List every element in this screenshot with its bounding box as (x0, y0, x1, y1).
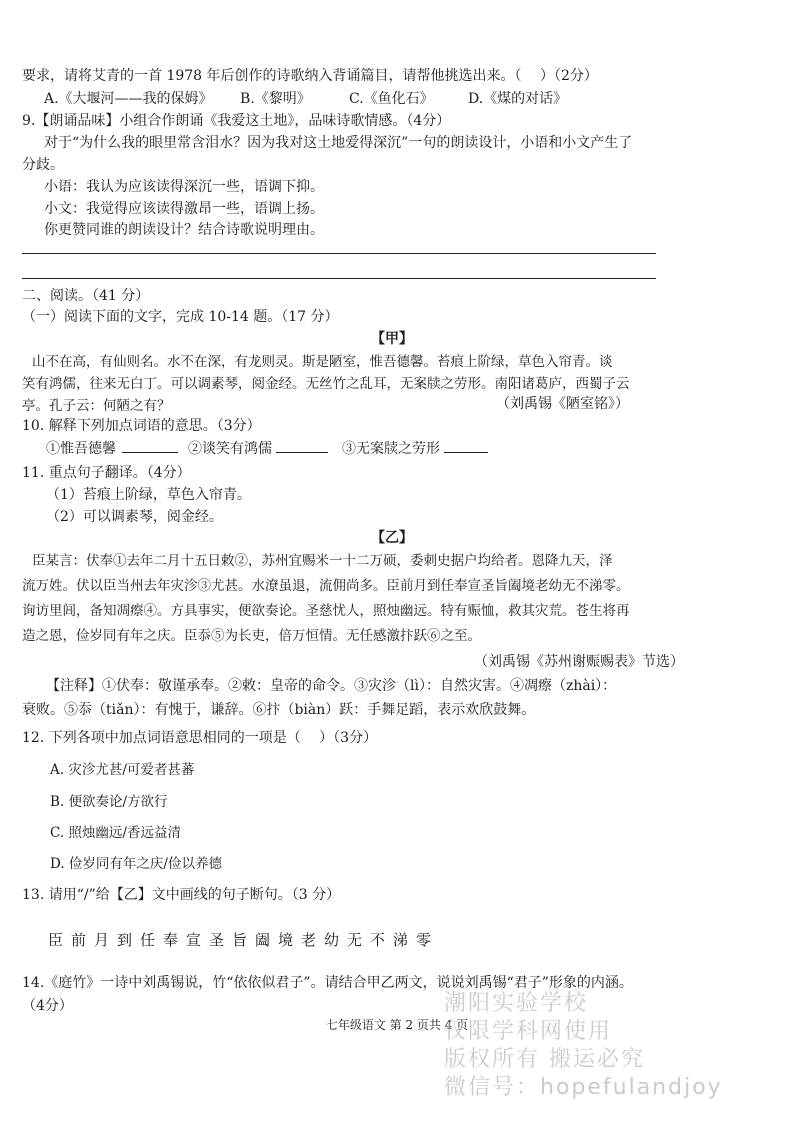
answer-line (22, 253, 656, 254)
q8-option-d: D.《煤的对话》 (468, 91, 568, 107)
q9-ask: 你更赞同谁的朗读设计？结合诗歌说明理由。 (44, 222, 324, 238)
q8-option-a: A.《大堰河——我的保姆》 (44, 91, 213, 107)
passage-yi-line: 流万姓。伏以臣当州去年灾沴③尤甚。水潦虽退，流佣尚多。臣前月到任奉宣圣旨阖境老幼无不涕零。 (22, 578, 630, 594)
passage-yi-line: 询访里闾，备知凋瘵④。方具事实，便欲奏论。圣慈忧人，照烛幽远。特有赈恤，救其灾荒。苍生将再 (22, 603, 630, 619)
passage-yi-line: 臣某言：伏奉①去年二月十五日敕②，苏州宜赐米一十二万硕，委刺史据户均给者。恩降九天，泽 (32, 553, 613, 569)
q13-stem: 13. 请用“/”给【乙】文中画线的句子断句。（3 分） (22, 887, 341, 903)
page-footer: 七年级语文 第 2 页共 4 页 (325, 1018, 469, 1032)
passage-yi-title: 【乙】 (371, 530, 413, 546)
q10-stem: 10. 解释下列加点词语的意思。（3分） (22, 418, 261, 434)
q12-option-d: D. 俭岁同有年之庆/俭以养德 (50, 856, 222, 872)
q8-option-b: B.《黎明》 (240, 91, 311, 107)
q8-option-c: C.《鱼化石》 (349, 91, 434, 107)
q13-sentence: 臣前月到任奉宣圣旨阖境老幼无不涕零 (48, 931, 440, 949)
passage-jia-line: 笑有鸿儒，往来无白丁。可以调素琴，阅金经。无丝竹之乱耳，无案牍之劳形。南阳诸葛庐，西蜀子云 (22, 376, 630, 392)
q11-item-2: （2）可以调素琴，阅金经。 (46, 509, 223, 525)
q9-xiaoyu: 小语：我认为应该读得深沉一些，语调下抑。 (44, 179, 324, 195)
section2-heading: 二、阅读。（41 分） (22, 288, 150, 304)
q9-line2: 分歧。 (22, 157, 64, 173)
q10-item-2: ②谈笑有鸿儒 (188, 438, 328, 459)
q14-line2: （4分） (22, 998, 73, 1014)
answer-line (22, 278, 656, 279)
passage-yi-source: （刘禹锡《苏州谢赈赐表》节选） (474, 654, 684, 670)
passage-yi-line: 造之恩，俭岁同有年之庆。臣忝⑤为长吏，倍万恒情。无任感激抃跃⑥之至。 (22, 628, 481, 644)
q14-line1: 14.《庭竹》一诗中刘禹锡说，竹“依依似君子”。请结合甲乙两文，说说刘禹锡“君子”形象的内涵。 (22, 975, 633, 991)
passage-jia-source: （刘禹锡《陋室铭》） (496, 396, 629, 412)
q12-option-b: B. 便欲奏论/方欲行 (50, 794, 168, 810)
passage-jia-line: 山不在高，有仙则名。水不在深，有龙则灵。斯是陋室，惟吾德馨。苔痕上阶绿，草色入帘青。谈 (32, 354, 613, 370)
watermark-line: 潮阳实验学校 (444, 991, 589, 1016)
q9-xiaowen: 小文：我觉得应该读得激昂一些，语调上扬。 (44, 201, 324, 217)
q10-item-1: ①惟吾德馨 (46, 438, 178, 459)
q10-item-3: ③无案牍之劳形 (342, 438, 488, 459)
q11-item-1: （1）苔痕上阶绿，草色入帘青。 (46, 487, 251, 503)
q8-stem: 要求，请将艾青的一首 1978 年后创作的诗歌纳入背诵篇目，请帮他挑选出来。（ ）（2分） (22, 68, 598, 84)
watermark-line: 版权所有 搬运必究 (444, 1047, 645, 1072)
notes-line1: 【注释】①伏奉：敬谨承奉。②敕：皇帝的命令。③灾沴（lì）：自然灾害。④凋瘵（zhài）： (46, 678, 617, 694)
q9-line1: 对于“为什么我的眼里常含泪水？因为我对这土地爱得深沉”一句的朗读设计，小语和小文产生了 (44, 135, 633, 151)
q9-stem: 9.【朗诵品味】小组合作朗诵《我爱这土地》，品味诗歌情感。（4分） (22, 113, 451, 129)
passage-jia-title: 【甲】 (371, 331, 413, 347)
watermark-line: 仅限学科网使用 (444, 1019, 613, 1044)
watermark-line: 微信号：hopefulandjoy (444, 1075, 723, 1100)
q12-option-a: A. 灾沴尤甚/可爱者甚蕃 (50, 762, 195, 778)
q12-stem: 12. 下列各项中加点词语意思相同的一项是（ ）（3分） (22, 730, 378, 746)
q11-stem: 11. 重点句子翻译。（4分） (22, 465, 191, 481)
passage-jia-line: 亭。孔子云：何陋之有？ (22, 398, 171, 414)
section2-subheading: （一）阅读下面的文字，完成 10-14 题。（17 分） (22, 309, 339, 325)
notes-line2: 衰败。⑤忝（tiǎn）：有愧于，谦辞。⑥抃（biàn）跃：手舞足蹈，表示欢欣鼓舞。 (22, 702, 536, 718)
q12-option-c: C. 照烛幽远/香远益清 (50, 825, 181, 841)
